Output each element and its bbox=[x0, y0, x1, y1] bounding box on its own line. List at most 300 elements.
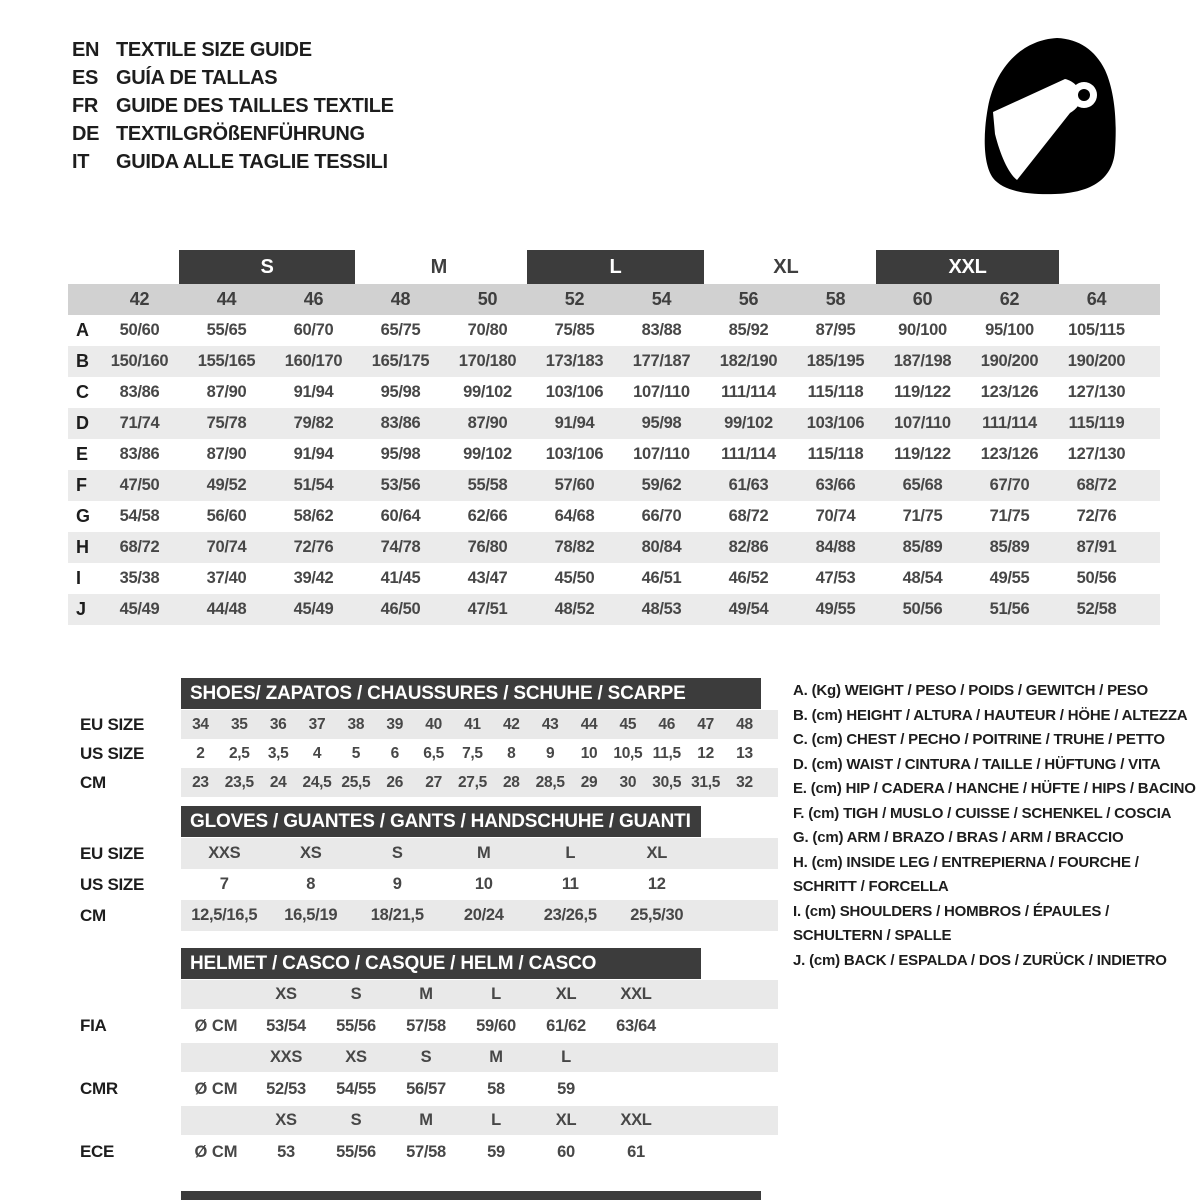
racing-helmet-icon bbox=[975, 32, 1125, 197]
measurement-value: 87/91 bbox=[1076, 538, 1117, 556]
row-letter: F bbox=[76, 475, 87, 495]
helmet-section-header: HELMET / CASCO / CASQUE / HELM / CASCO bbox=[181, 948, 701, 979]
measurement-value: 52/58 bbox=[1076, 600, 1117, 618]
table-row bbox=[68, 315, 1160, 346]
shoe-size-value: 2 bbox=[196, 745, 205, 762]
measurement-value: 95/98 bbox=[380, 445, 421, 463]
measurement-value: 66/70 bbox=[641, 507, 682, 525]
measurement-value: 91/94 bbox=[293, 445, 334, 463]
measurement-value: 71/75 bbox=[902, 507, 943, 525]
shoe-size-value: 30,5 bbox=[652, 774, 682, 791]
measurement-value: 105/115 bbox=[1068, 321, 1125, 339]
measurement-value: 39/42 bbox=[293, 569, 334, 587]
row-letter: H bbox=[76, 537, 89, 557]
helmet-size-value: 59 bbox=[557, 1080, 575, 1098]
measurement-value: 48/52 bbox=[554, 600, 595, 618]
measurement-value: 87/90 bbox=[206, 445, 247, 463]
legend-line: E. (cm) HIP / CADERA / HANCHE / HÜFTE / HIPS / BACINO bbox=[793, 780, 1196, 797]
measurement-value: 103/106 bbox=[806, 414, 865, 432]
measurement-value: 70/74 bbox=[206, 538, 247, 556]
measurement-value: 55/65 bbox=[206, 321, 247, 339]
language-title: GUIDA ALLE TAGLIE TESSILI bbox=[116, 150, 388, 173]
partial-section-bar bbox=[181, 1191, 761, 1200]
measurement-value: 51/56 bbox=[989, 600, 1030, 618]
measurement-value: 111/114 bbox=[982, 414, 1037, 432]
table-row bbox=[68, 532, 1160, 563]
table-row bbox=[68, 594, 1160, 625]
glove-size-value: XL bbox=[646, 844, 667, 862]
helmet-size-value: 61 bbox=[627, 1143, 645, 1161]
legend-line: I. (cm) SHOULDERS / HOMBROS / ÉPAULES / bbox=[793, 902, 1110, 920]
measurement-value: 68/72 bbox=[728, 507, 769, 525]
measurement-legend bbox=[793, 679, 1200, 973]
measurement-value: 111/114 bbox=[721, 383, 776, 401]
measurement-value: 150/160 bbox=[110, 352, 169, 370]
glove-size-value: 18/21,5 bbox=[370, 906, 424, 924]
measurement-value: 63/66 bbox=[815, 476, 856, 494]
glove-size-value: 20/24 bbox=[463, 906, 504, 924]
measurement-value: 165/175 bbox=[371, 352, 430, 370]
language-code: FR bbox=[72, 94, 99, 117]
shoe-size-value: 24,5 bbox=[302, 774, 332, 791]
measurement-value: 95/98 bbox=[380, 383, 421, 401]
size-box-s: S bbox=[179, 250, 355, 284]
helmet-size-label: XXL bbox=[620, 985, 652, 1003]
shoe-size-value: 29 bbox=[580, 774, 598, 791]
language-row bbox=[72, 64, 394, 92]
table-row bbox=[68, 377, 1160, 408]
measurement-value: 49/52 bbox=[206, 476, 247, 494]
measurement-value: 103/106 bbox=[545, 445, 604, 463]
helmet-size-label: L bbox=[491, 985, 501, 1003]
shoe-size-value: 36 bbox=[269, 716, 287, 733]
diameter-label: Ø CM bbox=[194, 1143, 238, 1161]
size-number: 58 bbox=[825, 289, 846, 309]
measurement-value: 60/70 bbox=[293, 321, 334, 339]
glove-size-value: 9 bbox=[392, 875, 402, 893]
helmet-size-value: 58 bbox=[487, 1080, 505, 1098]
measurement-value: 83/86 bbox=[119, 445, 160, 463]
row-letter: D bbox=[76, 413, 89, 433]
measurement-value: 182/190 bbox=[719, 352, 778, 370]
shoe-size-value: 12 bbox=[697, 745, 714, 762]
measurement-value: 84/88 bbox=[815, 538, 856, 556]
table-row bbox=[68, 346, 1160, 377]
measurement-value: 115/118 bbox=[807, 383, 864, 401]
shoe-size-value: 23,5 bbox=[224, 774, 254, 791]
language-row bbox=[72, 148, 394, 176]
measurement-value: 190/200 bbox=[980, 352, 1039, 370]
measurement-value: 127/130 bbox=[1067, 383, 1126, 401]
measurement-value: 51/54 bbox=[293, 476, 334, 494]
helmet-size-value: 59 bbox=[487, 1143, 505, 1161]
measurement-value: 99/102 bbox=[724, 414, 773, 432]
helmet-size-label: XXL bbox=[620, 1111, 652, 1129]
helmet-size-label: M bbox=[419, 1111, 433, 1129]
table-row bbox=[68, 563, 1160, 594]
measurement-value: 47/50 bbox=[119, 476, 160, 494]
row-label: ECE bbox=[80, 1142, 115, 1161]
row-letter: J bbox=[76, 599, 87, 619]
shoe-size-value: 46 bbox=[658, 716, 676, 733]
helmet-size-value bbox=[601, 1072, 671, 1106]
measurement-value: 53/56 bbox=[380, 476, 421, 494]
measurement-value: 123/126 bbox=[980, 383, 1039, 401]
helmet-rows bbox=[68, 980, 1160, 1169]
measurement-table bbox=[68, 315, 1160, 625]
size-number: 46 bbox=[303, 289, 324, 309]
measurement-value: 173/183 bbox=[545, 352, 604, 370]
table-row bbox=[68, 439, 1160, 470]
language-code: IT bbox=[72, 150, 90, 173]
measurement-value: 115/118 bbox=[807, 445, 864, 463]
glove-size-value: 10 bbox=[474, 875, 493, 893]
helmet-value-row-fia bbox=[68, 1009, 1160, 1043]
row-letter: B bbox=[76, 351, 89, 371]
helmet-size-value: 57/58 bbox=[406, 1143, 446, 1161]
table-row bbox=[68, 408, 1160, 439]
glove-size-value: 12 bbox=[647, 875, 666, 893]
measurement-value: 170/180 bbox=[458, 352, 517, 370]
helmet-size-row-fia bbox=[68, 980, 1160, 1009]
size-number: 44 bbox=[216, 289, 237, 309]
shoe-size-value: 23 bbox=[192, 774, 209, 791]
shoe-size-value: 3,5 bbox=[267, 745, 289, 762]
row-band bbox=[181, 739, 778, 768]
shoe-size-value: 28,5 bbox=[535, 774, 565, 791]
measurement-value: 95/98 bbox=[641, 414, 682, 432]
size-number: 48 bbox=[390, 289, 411, 309]
measurement-value: 91/94 bbox=[293, 383, 334, 401]
measurement-value: 79/82 bbox=[293, 414, 334, 432]
helmet-size-label: L bbox=[491, 1111, 501, 1129]
measurement-value: 50/60 bbox=[119, 321, 160, 339]
measurement-value: 119/122 bbox=[894, 383, 951, 401]
glove-size-value: 8 bbox=[306, 875, 316, 893]
helmet-size-label: XS bbox=[275, 1111, 297, 1129]
shoe-size-value: 6 bbox=[390, 745, 399, 762]
measurement-value: 85/89 bbox=[902, 538, 943, 556]
row-label: CM bbox=[80, 906, 106, 925]
measurement-value: 57/60 bbox=[554, 476, 595, 494]
helmet-size-value: 57/58 bbox=[406, 1017, 446, 1035]
shoe-size-value: 25,5 bbox=[341, 774, 371, 791]
row-letter: A bbox=[76, 320, 89, 340]
size-box-l: L bbox=[527, 250, 704, 284]
legend-line: SCHRITT / FORCELLA bbox=[793, 878, 949, 895]
measurement-value: 72/76 bbox=[1076, 507, 1117, 525]
glove-size-value: L bbox=[565, 844, 576, 862]
size-number-row bbox=[68, 284, 1160, 315]
glove-size-value: M bbox=[477, 844, 491, 862]
helmet-size-label: L bbox=[561, 1048, 571, 1066]
language-title: GUIDE DES TAILLES TEXTILE bbox=[116, 94, 394, 117]
measurement-value: 58/62 bbox=[293, 507, 334, 525]
row-label: EU SIZE bbox=[80, 844, 145, 863]
diameter-label: Ø CM bbox=[194, 1080, 238, 1098]
glove-size-value: S bbox=[391, 844, 403, 862]
shoe-size-value: 9 bbox=[546, 745, 555, 762]
measurement-value: 82/86 bbox=[728, 538, 769, 556]
size-number: 60 bbox=[912, 289, 933, 309]
size-number: 50 bbox=[477, 289, 498, 309]
legend-line: D. (cm) WAIST / CINTURA / TAILLE / HÜFTUNG / VITA bbox=[793, 755, 1161, 773]
language-row bbox=[72, 36, 394, 64]
measurement-value: 190/200 bbox=[1067, 352, 1126, 370]
helmet-size-value: 61/62 bbox=[546, 1017, 586, 1035]
row-label: CMR bbox=[80, 1079, 118, 1098]
shoe-size-value: 47 bbox=[697, 716, 714, 733]
measurement-value: 54/58 bbox=[119, 507, 160, 525]
legend-line: G. (cm) ARM / BRAZO / BRAS / ARM / BRACCIO bbox=[793, 829, 1124, 846]
glove-size-value: XS bbox=[300, 844, 322, 862]
measurement-value: 119/122 bbox=[894, 445, 951, 463]
measurement-value: 177/187 bbox=[632, 352, 691, 370]
shoe-size-value: 45 bbox=[619, 716, 637, 733]
measurement-value: 70/80 bbox=[467, 321, 508, 339]
measurement-value: 68/72 bbox=[119, 538, 160, 556]
measurement-value: 45/49 bbox=[119, 600, 160, 618]
measurement-value: 72/76 bbox=[293, 538, 334, 556]
helmet-size-label: XL bbox=[555, 985, 577, 1003]
measurement-value: 59/62 bbox=[641, 476, 682, 494]
helmet-size-label: S bbox=[350, 1111, 362, 1129]
measurement-value: 123/126 bbox=[980, 445, 1039, 463]
shoe-size-value: 27 bbox=[425, 774, 442, 791]
legend-line: SCHULTERN / SPALLE bbox=[793, 927, 952, 944]
row-label: US SIZE bbox=[80, 875, 145, 894]
language-row bbox=[72, 92, 394, 120]
size-number: 64 bbox=[1086, 289, 1107, 309]
measurement-value: 83/88 bbox=[641, 321, 682, 339]
helmet-size-value: 53/54 bbox=[266, 1017, 306, 1035]
measurement-value: 107/110 bbox=[633, 383, 690, 401]
measurement-value: 47/51 bbox=[467, 600, 508, 618]
shoe-size-value: 38 bbox=[347, 716, 365, 733]
shoe-size-value: 28 bbox=[502, 774, 520, 791]
measurement-value: 107/110 bbox=[894, 414, 951, 432]
language-title: GUÍA DE TALLAS bbox=[116, 66, 278, 89]
shoe-size-value: 41 bbox=[464, 716, 481, 733]
glove-size-value: 23/26,5 bbox=[543, 906, 597, 924]
language-code: EN bbox=[72, 38, 100, 61]
helmet-size-label: XL bbox=[555, 1111, 577, 1129]
measurement-value: 75/78 bbox=[206, 414, 247, 432]
row-band bbox=[181, 768, 778, 797]
legend-line: A. (Kg) WEIGHT / PESO / POIDS / GEWITCH / PESO bbox=[793, 682, 1148, 699]
shoe-size-value: 48 bbox=[736, 716, 753, 733]
measurement-value: 41/45 bbox=[380, 569, 421, 587]
helmet-size-label: XXS bbox=[269, 1048, 303, 1066]
measurement-value: 50/56 bbox=[902, 600, 943, 618]
helmet-value-row-cmr bbox=[68, 1072, 1160, 1106]
shoe-size-value: 5 bbox=[351, 745, 361, 762]
measurement-value: 37/40 bbox=[206, 569, 247, 587]
measurement-value: 46/52 bbox=[728, 569, 769, 587]
measurement-value: 62/66 bbox=[467, 507, 508, 525]
helmet-size-row-cmr bbox=[68, 1043, 1160, 1072]
measurement-value: 99/102 bbox=[463, 445, 512, 463]
measurement-value: 80/84 bbox=[641, 538, 682, 556]
helmet-size-value: 60 bbox=[557, 1143, 575, 1161]
measurement-value: 155/165 bbox=[197, 352, 256, 370]
helmet-size-label: XS bbox=[275, 985, 297, 1003]
measurement-value: 44/48 bbox=[206, 600, 247, 618]
helmet-size-label: M bbox=[489, 1048, 503, 1066]
measurement-value: 74/78 bbox=[380, 538, 421, 556]
measurement-value: 87/95 bbox=[815, 321, 856, 339]
helmet-size-label: M bbox=[419, 985, 433, 1003]
shoe-size-value: 42 bbox=[502, 716, 520, 733]
helmet-size-value: 53 bbox=[277, 1143, 295, 1161]
measurement-value: 185/195 bbox=[806, 352, 865, 370]
measurement-value: 95/100 bbox=[985, 321, 1034, 339]
legend-line: H. (cm) INSIDE LEG / ENTREPIERNA / FOURCHE / bbox=[793, 853, 1139, 871]
shoe-size-value: 34 bbox=[192, 716, 209, 733]
language-code: ES bbox=[72, 66, 99, 89]
row-letter: I bbox=[76, 568, 82, 588]
legend-line: C. (cm) CHEST / PECHO / POITRINE / TRUHE / PETTO bbox=[793, 731, 1165, 748]
measurement-value: 47/53 bbox=[815, 569, 856, 587]
helmet-size-value: 63/64 bbox=[616, 1017, 656, 1035]
row-letter: E bbox=[76, 444, 89, 464]
size-label-m: M bbox=[430, 256, 448, 278]
row-label: EU SIZE bbox=[80, 715, 145, 734]
language-row bbox=[72, 120, 394, 148]
measurement-value: 64/68 bbox=[554, 507, 595, 525]
size-number: 56 bbox=[738, 289, 759, 309]
helmet-size-value: 59/60 bbox=[476, 1017, 516, 1035]
glove-size-value: 11 bbox=[561, 875, 579, 893]
glove-size-value: XXS bbox=[208, 844, 241, 862]
measurement-value: 50/56 bbox=[1076, 569, 1117, 587]
size-number: 52 bbox=[564, 289, 585, 309]
row-label: FIA bbox=[80, 1016, 107, 1035]
glove-size-value: 7 bbox=[219, 875, 229, 893]
measurement-value: 68/72 bbox=[1076, 476, 1117, 494]
row-label: US SIZE bbox=[80, 744, 145, 763]
shoe-size-value: 13 bbox=[736, 745, 753, 762]
helmet-size-row-ece bbox=[68, 1106, 1160, 1135]
measurement-value: 35/38 bbox=[119, 569, 160, 587]
measurement-value: 87/90 bbox=[206, 383, 247, 401]
measurement-value: 43/47 bbox=[467, 569, 508, 587]
helmet-size-value: 55/56 bbox=[336, 1143, 376, 1161]
size-number: 42 bbox=[129, 289, 150, 309]
shoe-size-value: 6,5 bbox=[423, 745, 444, 762]
shoe-size-value: 40 bbox=[425, 716, 442, 733]
helmet-size-value: 52/53 bbox=[266, 1080, 306, 1098]
measurement-value: 71/74 bbox=[119, 414, 160, 432]
measurement-value: 90/100 bbox=[898, 321, 947, 339]
measurement-value: 160/170 bbox=[284, 352, 343, 370]
measurement-value: 87/90 bbox=[467, 414, 508, 432]
helmet-size-value: 56/57 bbox=[406, 1080, 446, 1098]
measurement-value: 71/75 bbox=[989, 507, 1030, 525]
shoe-size-value: 2,5 bbox=[228, 745, 250, 762]
helmet-size-value: 54/55 bbox=[336, 1080, 376, 1098]
measurement-value: 76/80 bbox=[467, 538, 508, 556]
measurement-value: 48/53 bbox=[641, 600, 682, 618]
measurement-value: 55/58 bbox=[467, 476, 508, 494]
diameter-label: Ø CM bbox=[194, 1017, 238, 1035]
size-number: 54 bbox=[651, 289, 672, 309]
measurement-value: 45/50 bbox=[554, 569, 595, 587]
measurement-value: 49/55 bbox=[815, 600, 856, 618]
measurement-value: 46/50 bbox=[380, 600, 421, 618]
shoe-size-value: 35 bbox=[230, 716, 248, 733]
helmet-size-value: 55/56 bbox=[336, 1017, 376, 1035]
shoe-size-value: 31,5 bbox=[691, 774, 721, 791]
size-number: 62 bbox=[999, 289, 1020, 309]
shoe-size-value: 10 bbox=[580, 745, 598, 762]
measurement-value: 45/49 bbox=[293, 600, 334, 618]
glove-size-value: 12,5/16,5 bbox=[191, 906, 258, 924]
row-band bbox=[181, 710, 778, 739]
row-letter: C bbox=[76, 382, 89, 402]
measurement-value: 46/51 bbox=[641, 569, 682, 587]
measurement-value: 48/54 bbox=[902, 569, 943, 587]
language-list bbox=[72, 36, 394, 176]
measurement-value: 107/110 bbox=[633, 445, 690, 463]
measurement-value: 60/64 bbox=[380, 507, 421, 525]
table-row bbox=[68, 470, 1160, 501]
measurement-value: 111/114 bbox=[721, 445, 776, 463]
size-box-xxl: XXL bbox=[876, 250, 1059, 284]
measurement-value: 127/130 bbox=[1067, 445, 1126, 463]
measurement-value: 65/75 bbox=[380, 321, 421, 339]
measurement-value: 70/74 bbox=[815, 507, 856, 525]
shoe-size-value: 10,5 bbox=[613, 745, 643, 762]
helmet-value-row-ece bbox=[68, 1135, 1160, 1169]
shoe-size-value: 8 bbox=[507, 745, 516, 762]
glove-size-value: 25,5/30 bbox=[630, 906, 684, 924]
measurement-value: 61/63 bbox=[728, 476, 769, 494]
measurement-value: 83/86 bbox=[380, 414, 421, 432]
shoe-size-value: 11,5 bbox=[652, 745, 681, 762]
shoe-size-value: 37 bbox=[308, 716, 326, 733]
measurement-value: 85/92 bbox=[728, 321, 769, 339]
shoe-size-value: 4 bbox=[312, 745, 322, 762]
table-row bbox=[68, 501, 1160, 532]
language-title: TEXTILE SIZE GUIDE bbox=[116, 38, 312, 61]
measurement-value: 49/54 bbox=[728, 600, 769, 618]
helmet-size-label: S bbox=[350, 985, 362, 1003]
shoe-size-value: 26 bbox=[386, 774, 404, 791]
shoe-size-value: 32 bbox=[736, 774, 753, 791]
measurement-value: 75/85 bbox=[554, 321, 595, 339]
helmet-size-label: S bbox=[420, 1048, 432, 1066]
shoe-size-value: 7,5 bbox=[462, 745, 483, 762]
measurement-value: 78/82 bbox=[554, 538, 595, 556]
measurement-value: 65/68 bbox=[902, 476, 943, 494]
helmet-size-label bbox=[601, 1043, 671, 1072]
measurement-value: 103/106 bbox=[545, 383, 604, 401]
row-label: CM bbox=[80, 773, 106, 792]
measurement-value: 99/102 bbox=[463, 383, 512, 401]
glove-size-value: 16,5/19 bbox=[284, 906, 338, 924]
shoe-size-value: 30 bbox=[619, 774, 637, 791]
measurement-value: 187/198 bbox=[893, 352, 952, 370]
measurement-value: 56/60 bbox=[206, 507, 247, 525]
shoe-size-value: 44 bbox=[580, 716, 598, 733]
shoe-size-value: 24 bbox=[269, 774, 287, 791]
legend-line: F. (cm) TIGH / MUSLO / CUISSE / SCHENKEL / COSCIA bbox=[793, 804, 1172, 822]
language-code: DE bbox=[72, 122, 100, 145]
language-title: TEXTILGRÖßENFÜHRUNG bbox=[116, 122, 365, 145]
legend-line: J. (cm) BACK / ESPALDA / DOS / ZURÜCK / INDIETRO bbox=[793, 951, 1167, 969]
shoes-section-header: SHOES/ ZAPATOS / CHAUSSURES / SCHUHE / SCARPE bbox=[181, 678, 761, 709]
